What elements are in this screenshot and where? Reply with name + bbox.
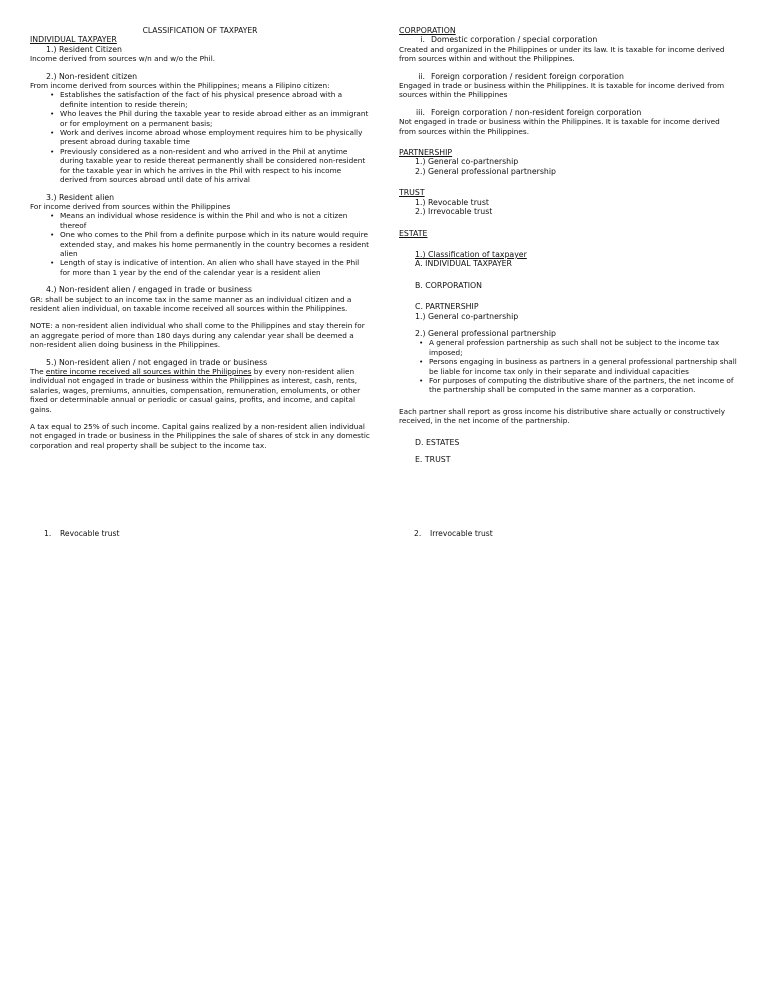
outline-c2: 2.) General professional partnership (415, 328, 556, 338)
corporation-heading: CORPORATION (399, 26, 456, 35)
item-number: 2. (414, 529, 422, 538)
partnership-item: 2.) General professional partnership (415, 166, 556, 176)
corp-item-heading (399, 72, 739, 81)
list-item: • One who comes to the Phil from a definite purpose which in its nature would require extended stay, and makes his home permanently in the country becomes a resident alien (60, 230, 370, 258)
corp-heading-text: Domestic corporation / special corporation (431, 35, 598, 45)
corp-item-text: Not engaged in trade or business within the Philippines. It is taxable for income derived from sources within the Philippines. (399, 117, 720, 136)
roman-numeral: i. (420, 35, 425, 45)
nra-engaged-heading: 4.) Non-resident alien / engaged in trade or business (46, 285, 252, 295)
list-item: • Persons engaging in business as partners in a general professional partnership shall be liable for income tax only in their separate and individual capacities (429, 357, 739, 376)
list-item: • Length of stay is indicative of intention. An alien who shall have stayed in the Phil for more than 1 year by the end of the calendar year is a resident alien (60, 258, 370, 277)
nra-engaged-note: NOTE: a non-resident alien individual who shall come to the Philippines and stay therein for an aggregate period of more than 180 days during any calendar year shall be deemed a non-resident alien doing business in the Philippines. (30, 321, 365, 350)
nonresident-citizen-intro: From income derived from sources within the Philippines; means a Filipino citizen: (30, 81, 330, 91)
item-label: Irrevocable trust (430, 529, 493, 538)
outline-d: D. ESTATES (415, 437, 460, 447)
partnership-heading: PARTNERSHIP (399, 148, 453, 158)
right-column (399, 26, 739, 464)
outline-c: C. PARTNERSHIP (415, 302, 479, 312)
item-number: 1. (44, 529, 52, 538)
outline-b: B. CORPORATION (415, 280, 483, 290)
outline-heading: 1.) Classification of taxpayer (415, 249, 527, 259)
roman-numeral: ii. (418, 71, 425, 81)
resident-citizen-text: Income derived from sources w/n and w/o the Phil. (30, 54, 216, 64)
list-item: • Means an individual whose residence is within the Phil and who is not a citizen thereof (60, 211, 370, 230)
list-item: • A general profession partnership as such shall not be subject to the income tax imposed; (429, 338, 739, 357)
list-item: • For purposes of computing the distributive share of the partners, the net income of the partnership shall be computed in the same manner as a corporation. (429, 376, 739, 395)
individual-taxpayer-heading: INDIVIDUAL TAXPAYER (30, 35, 117, 45)
partnership-item: 1.) General co-partnership (415, 157, 519, 167)
resident-citizen-heading: 1.) Resident Citizen (46, 44, 122, 54)
bottom-left-item (44, 529, 119, 538)
list-item: • Who leaves the Phil during the taxable year to reside abroad either as an immigrant or for employment on a permanent basis; (60, 109, 370, 128)
item-label: Revocable trust (60, 529, 120, 538)
nonresident-citizen-list (30, 90, 370, 184)
outline-a: A. INDIVIDUAL TAXPAYER (415, 259, 512, 269)
list-item: • Previously considered as a non-resident and who arrived in the Phil at anytime during taxable year to reside thereat permanently shall be considered non-resident for the taxable year in which he arrives in the Phil with respect to his income derived from sources abroad until date of his arrival (60, 147, 370, 185)
outline-c1: 1.) General co-partnership (415, 311, 519, 321)
trust-item: 1.) Revocable trust (415, 197, 489, 207)
corp-item-heading (399, 35, 739, 44)
corp-heading-text: Foreign corporation / resident foreign corporation (431, 71, 624, 81)
text-segment: The (30, 367, 46, 376)
nonresident-citizen-heading: 2.) Non-resident citizen (46, 71, 138, 81)
roman-numeral: iii. (416, 107, 425, 117)
professional-partnership-list (399, 338, 739, 394)
list-item: • Establishes the satisfaction of the fact of his physical presence abroad with a definite intention to reside therein; (60, 90, 370, 109)
bottom-right-item (414, 529, 493, 538)
estate-heading: ESTATE (399, 228, 428, 238)
nra-not-engaged-text (30, 367, 370, 414)
trust-item: 2.) Irrevocable trust (415, 207, 493, 217)
corp-item-heading (399, 108, 739, 117)
text-segment: by every non-resident alien individual not engaged in trade or business within the Philippines as interest, cash, rents, salaries, wages, premiums, annuities, compensation, remuneration, emoluments, or other fixed or determinable annual or periodic or casual gains, profits, and income, and capital gains. (30, 367, 361, 414)
partner-note: Each partner shall report as gross income his distributive share actually or constructively received, in the net income of the partnership. (399, 406, 726, 426)
left-column (30, 26, 370, 450)
underlined-phrase: entire income received all sources within the Philippines (45, 367, 252, 376)
nra-tax-paragraph: A tax equal to 25% of such income. Capital gains realized by a non-resident alien individual not engaged in trade or business in the Philippines the sale of shares of stck in any domestic corporation and real property shall be subject to the income tax. (30, 422, 370, 450)
resident-alien-intro: For income derived from sources within the Philippines (30, 201, 231, 211)
list-item: • Work and derives income abroad whose employment requires him to be physically present abroad during taxable time (60, 128, 370, 147)
resident-alien-heading: 3.) Resident alien (46, 192, 115, 202)
resident-alien-list (30, 211, 370, 277)
document-title: CLASSIFICATION OF TAXPAYER (142, 26, 258, 35)
corp-item-text: Created and organized in the Philippines or under its law. It is taxable for income derived from sources within and without the Philippines. (399, 44, 725, 64)
corp-heading-text: Foreign corporation / non-resident foreign corporation (431, 107, 642, 117)
nra-not-engaged-heading: 5.) Non-resident alien / not engaged in trade or business (46, 357, 268, 367)
nra-engaged-text: GR: shall be subject to an income tax in the same manner as an individual citizen and a resident alien individual, on taxable income received all sources within the Philippines. (30, 294, 352, 313)
outline-e: E. TRUST (415, 455, 451, 464)
trust-heading: TRUST (399, 188, 425, 198)
corp-item-text: Engaged in trade or business within the Philippines. It is taxable for income derived from sources within the Philippines (399, 81, 725, 100)
